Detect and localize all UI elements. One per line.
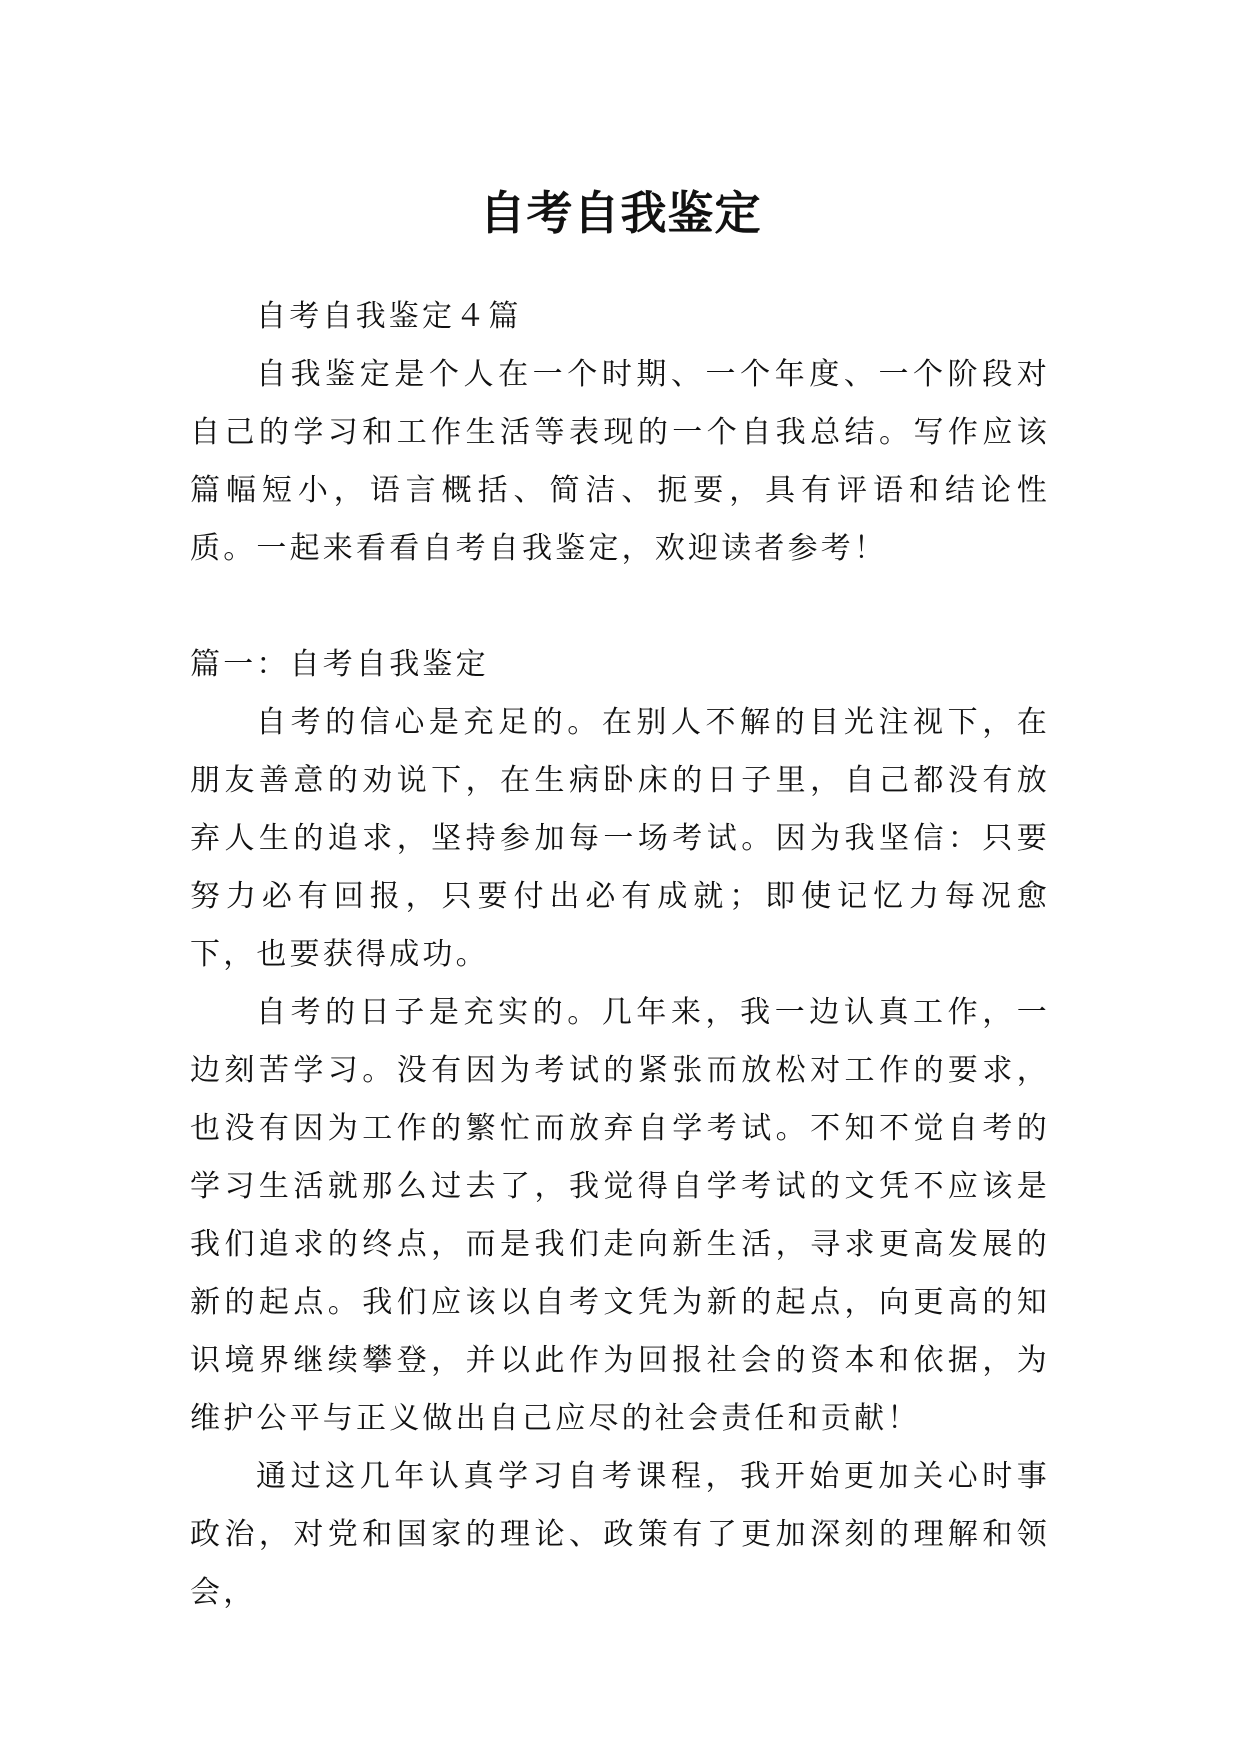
document-body <box>190 288 1050 1622</box>
body-paragraph: 通过这几年认真学习自考课程，我开始更加关心时事政治，对党和国家的理论、政策有了更加深刻的理解和领会， <box>190 1459 1050 1610</box>
body-paragraph: 自考的信心是充足的。在别人不解的目光注视下，在朋友善意的劝说下，在生病卧床的日子里，自己都没有放弃人生的追求，坚持参加每一场考试。因为我坚信：只要努力必有回报，只要付出必有成就；即使记忆力每况愈下，也要获得成功。 <box>190 705 1050 972</box>
document-title: 自考自我鉴定 <box>479 185 762 240</box>
section-heading: 篇一：自考自我鉴定 <box>190 647 489 682</box>
body-paragraph: 自考的日子是充实的。几年来，我一边认真工作，一边刻苦学习。没有因为考试的紧张而放松对工作的要求，也没有因为工作的繁忙而放弃自学考试。不知不觉自考的学习生活就那么过去了，我觉得自学考试的文凭不应该是我们追求的终点，而是我们走向新生活，寻求更高发展的新的起点。我们应该以自考文凭为新的起点，向更高的知识境界继续攀登，并以此作为回报社会的资本和依据，为维护公平与正义做出自己应尽的社会责任和贡献！ <box>190 995 1050 1436</box>
intro-paragraph: 自我鉴定是个人在一个时期、一个年度、一个阶段对自己的学习和工作生活等表现的一个自我总结。写作应该篇幅短小，语言概括、简洁、扼要，具有评语和结论性质。一起来看看自考自我鉴定，欢迎读者参考！ <box>190 357 1050 566</box>
document-subtitle: 自考自我鉴定４篇 <box>256 299 522 334</box>
